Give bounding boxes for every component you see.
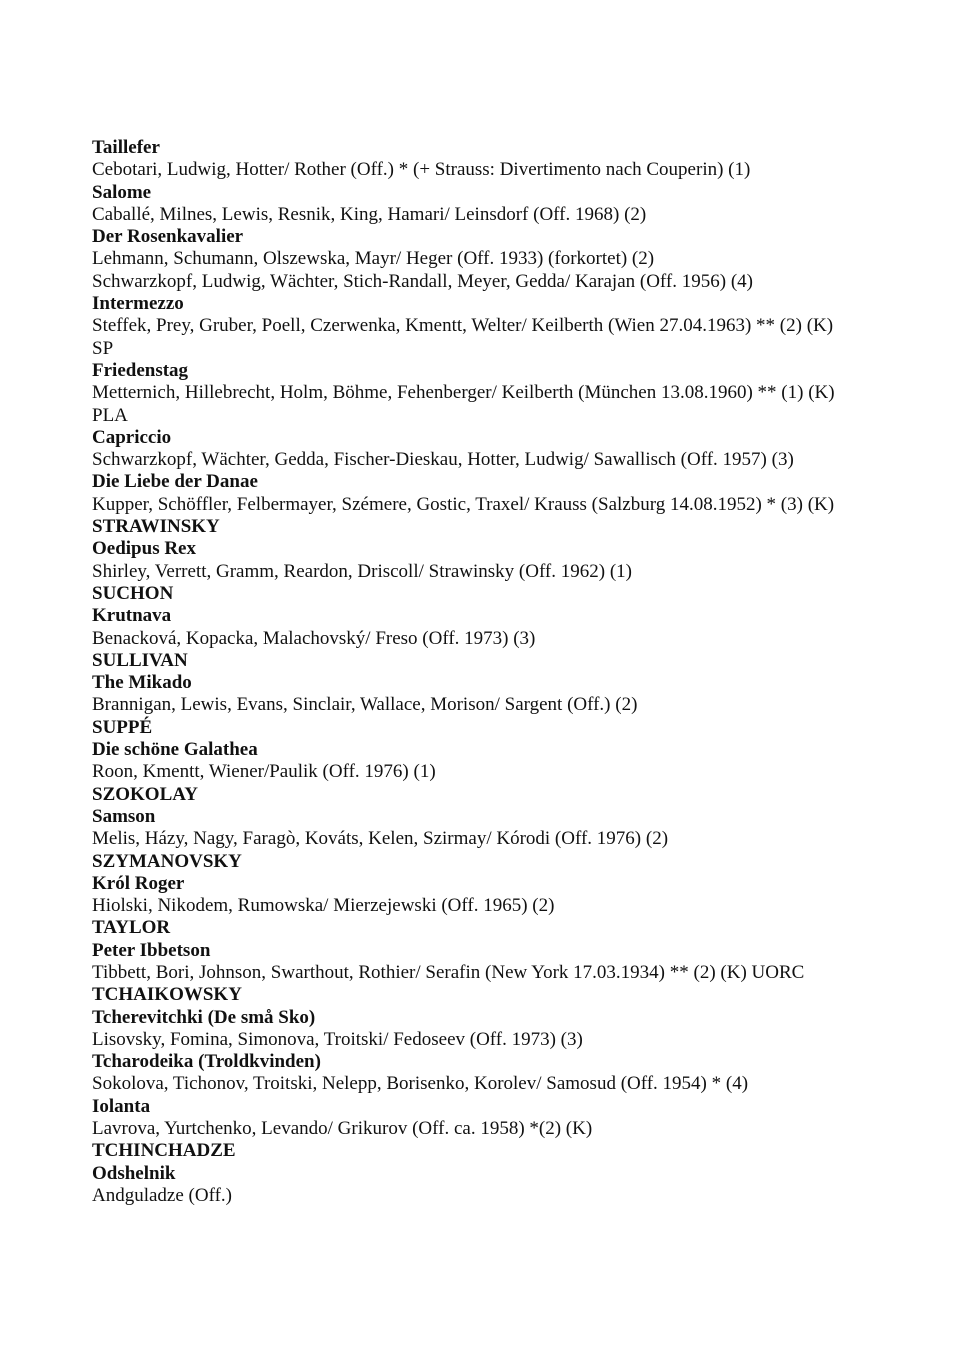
heading-line: Oedipus Rex: [92, 538, 196, 560]
entry-line: Steffek, Prey, Gruber, Poell, Czerwenka, Kmentt, Welter/ Keilberth (Wien 27.04.1963) ** (2) (K): [92, 315, 834, 337]
entry-line: Brannigan, Lewis, Evans, Sinclair, Wallace, Morison/ Sargent (Off.) (2): [92, 694, 638, 716]
entry-line: Roon, Kmentt, Wiener/Paulik (Off. 1976) (1): [92, 761, 436, 783]
entry-line: Benacková, Kopacka, Malachovský/ Freso (Off. 1973) (3): [92, 627, 536, 649]
entry-line: Lisovsky, Fomina, Simonova, Troitski/ Fedoseev (Off. 1973) (3): [92, 1028, 583, 1050]
entry-line: Melis, Házy, Nagy, Faragò, Kováts, Kelen, Szirmay/ Kórodi (Off. 1976) (2): [92, 828, 669, 850]
heading-line: The Mikado: [92, 672, 192, 694]
entry-line: Caballé, Milnes, Lewis, Resnik, King, Hamari/ Leinsdorf (Off. 1968) (2): [92, 203, 647, 225]
entry-line: Andguladze (Off.): [92, 1184, 232, 1206]
entry-line: SP: [92, 337, 114, 359]
entry-line: Metternich, Hillebrecht, Holm, Böhme, Fehenberger/ Keilberth (München 13.08.1960) ** (1) (K): [92, 382, 835, 404]
heading-line: Capriccio: [92, 426, 172, 448]
entry-line: Schwarzkopf, Wächter, Gedda, Fischer-Dieskau, Hotter, Ludwig/ Sawallisch (Off. 1957) (3): [92, 449, 794, 471]
heading-line: Peter Ibbetson: [92, 939, 211, 961]
heading-line: Król Roger: [92, 872, 185, 894]
entry-line: Tibbett, Bori, Johnson, Swarthout, Rothier/ Serafin (New York 17.03.1934) ** (2) (K) UORC: [92, 961, 805, 983]
heading-line: Iolanta: [92, 1095, 151, 1117]
entry-line: Cebotari, Ludwig, Hotter/ Rother (Off.) * (+ Strauss: Divertimento nach Couperin) (1): [92, 159, 751, 181]
heading-line: Odshelnik: [92, 1162, 176, 1184]
entry-line: Lavrova, Yurtchenko, Levando/ Grikurov (Off. ca. 1958) *(2) (K): [92, 1118, 593, 1140]
heading-line: Tcherevitchki (De små Sko): [92, 1006, 316, 1028]
heading-line: Tcharodeika (Troldkvinden): [92, 1051, 321, 1073]
entry-line: Shirley, Verrett, Gramm, Reardon, Driscoll/ Strawinsky (Off. 1962) (1): [92, 560, 632, 582]
heading-line: STRAWINSKY: [92, 516, 220, 538]
entry-line: PLA: [92, 404, 128, 426]
heading-line: Friedenstag: [92, 359, 189, 381]
heading-line: TAYLOR: [92, 917, 171, 939]
entry-line: Schwarzkopf, Ludwig, Wächter, Stich-Randall, Meyer, Gedda/ Karajan (Off. 1956) (4): [92, 270, 753, 292]
document-page: [92, 137, 892, 1207]
heading-line: Samson: [92, 805, 156, 827]
heading-line: TCHAIKOWSKY: [92, 984, 242, 1006]
heading-line: Salome: [92, 181, 152, 203]
entry-line: Hiolski, Nikodem, Rumowska/ Mierzejewski (Off. 1965) (2): [92, 895, 555, 917]
heading-line: TCHINCHADZE: [92, 1140, 236, 1162]
heading-line: SUPPÉ: [92, 716, 153, 738]
heading-line: Die schöne Galathea: [92, 739, 258, 761]
heading-line: Der Rosenkavalier: [92, 226, 244, 248]
heading-line: SZOKOLAY: [92, 783, 198, 805]
heading-line: Die Liebe der Danae: [92, 471, 258, 493]
entry-line: Kupper, Schöffler, Felbermayer, Szémere, Gostic, Traxel/ Krauss (Salzburg 14.08.1952) * (3) (K): [92, 493, 835, 515]
heading-line: Taillefer: [92, 137, 160, 158]
heading-line: SUCHON: [92, 582, 174, 604]
entry-line: Sokolova, Tichonov, Troitski, Nelepp, Borisenko, Korolev/ Samosud (Off. 1954) * (4): [92, 1073, 749, 1095]
heading-line: Intermezzo: [92, 293, 184, 315]
heading-line: SULLIVAN: [92, 649, 188, 671]
entry-line: Lehmann, Schumann, Olszewska, Mayr/ Heger (Off. 1933) (forkortet) (2): [92, 248, 655, 270]
heading-line: Krutnava: [92, 605, 172, 627]
heading-line: SZYMANOVSKY: [92, 850, 242, 872]
